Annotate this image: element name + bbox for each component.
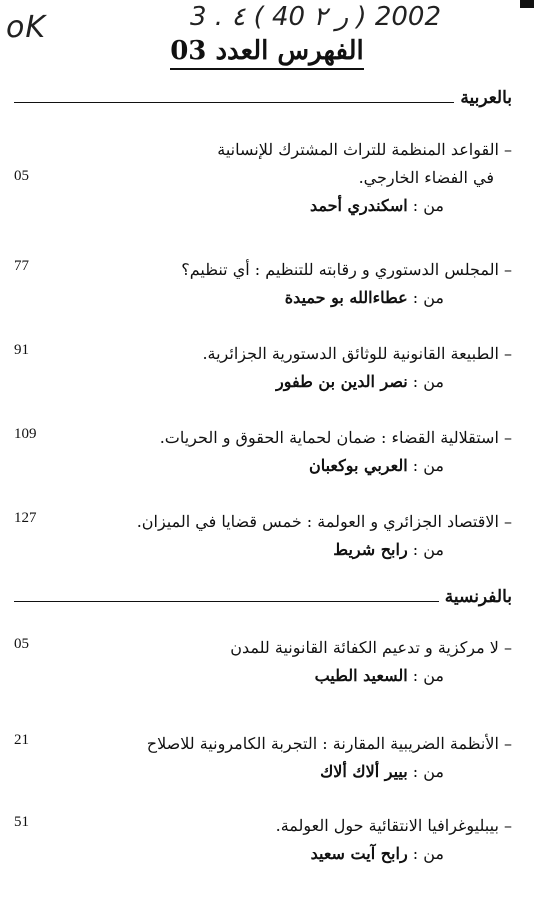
scan-corner-mark [520,0,534,8]
author-name: اسكندري أحمد [309,196,408,215]
page-number: 77 [14,258,29,274]
section-rule [14,102,454,103]
entry-author [14,284,512,312]
entry-title-line: في الفضاء الخارجي. [358,168,494,187]
author-name: السعيد الطيب [314,666,408,685]
author-prefix: من : [412,372,444,391]
page-number: 05 [14,168,29,184]
author-prefix: من : [412,288,444,307]
section-label: بالعربية [460,88,512,108]
toc-entry[interactable] [14,136,512,220]
entry-title-line: – القواعد المنظمة للتراث المشترك للإنسانية [217,140,512,159]
entry-title-line: – الاقتصاد الجزائري و العولمة : خمس قضايا في الميزان. [136,512,512,531]
handwritten-ok-note: oK [6,10,47,45]
author-prefix: من : [412,540,444,559]
page-number: 91 [14,342,29,358]
author-prefix: من : [412,196,444,215]
entry-title-line: – بيبليوغرافيا الانتقائية حول العولمة. [275,816,512,835]
entry-title-line: – الأنظمة الضريبية المقارنة : التجربة الكامرونية للاصلاح [146,734,512,753]
entry-title-line: – المجلس الدستوري و رقابته للتنظيم : أي تنظيم؟ [181,260,512,279]
page-title-text: الفهرس العدد 03 [170,36,364,70]
section-label: بالفرنسية [444,587,512,607]
author-name: عطاءالله بو حميدة [284,288,408,307]
page-number: 21 [14,732,29,748]
entry-author [14,840,512,868]
author-prefix: من : [412,456,444,475]
toc-entry[interactable] [14,634,512,690]
entry-author [14,758,512,786]
entry-author [14,192,512,220]
page-number: 05 [14,636,29,652]
page-number: 51 [14,814,29,830]
page-title [0,36,534,66]
handwritten-date-note: 3 . ٤ ( 40 ر ٢ ) 2002 [190,2,441,32]
entry-title-line: – الطبيعة القانونية للوثائق الدستورية الجزائرية. [202,344,512,363]
section-rule [14,601,439,602]
entry-author [14,662,512,690]
author-prefix: من : [412,762,444,781]
entry-author [14,536,512,564]
toc-entry[interactable] [14,256,512,312]
toc-entry[interactable] [14,730,512,786]
page-number: 109 [14,426,37,442]
author-name: بيير ألاك ألاك [320,762,408,781]
author-name: نصر الدين بن طفور [276,372,408,391]
toc-entry[interactable] [14,508,512,564]
entry-author [14,452,512,480]
author-name: رابح شريط [333,540,408,559]
entry-title-line: – لا مركزية و تدعيم الكفائة القانونية للمدن [230,638,512,657]
toc-entry[interactable] [14,340,512,396]
toc-entry[interactable] [14,424,512,480]
entry-title-line: – استقلالية القضاء : ضمان لحماية الحقوق و الحريات. [159,428,512,447]
author-name: رابح آيت سعيد [310,844,408,863]
entry-author [14,368,512,396]
section-header-french [14,585,512,609]
section-header-arabic [14,86,512,110]
toc-entry[interactable] [14,812,512,868]
author-name: العربي بوكعبان [308,456,408,475]
author-prefix: من : [412,844,444,863]
page-number: 127 [14,510,37,526]
author-prefix: من : [412,666,444,685]
